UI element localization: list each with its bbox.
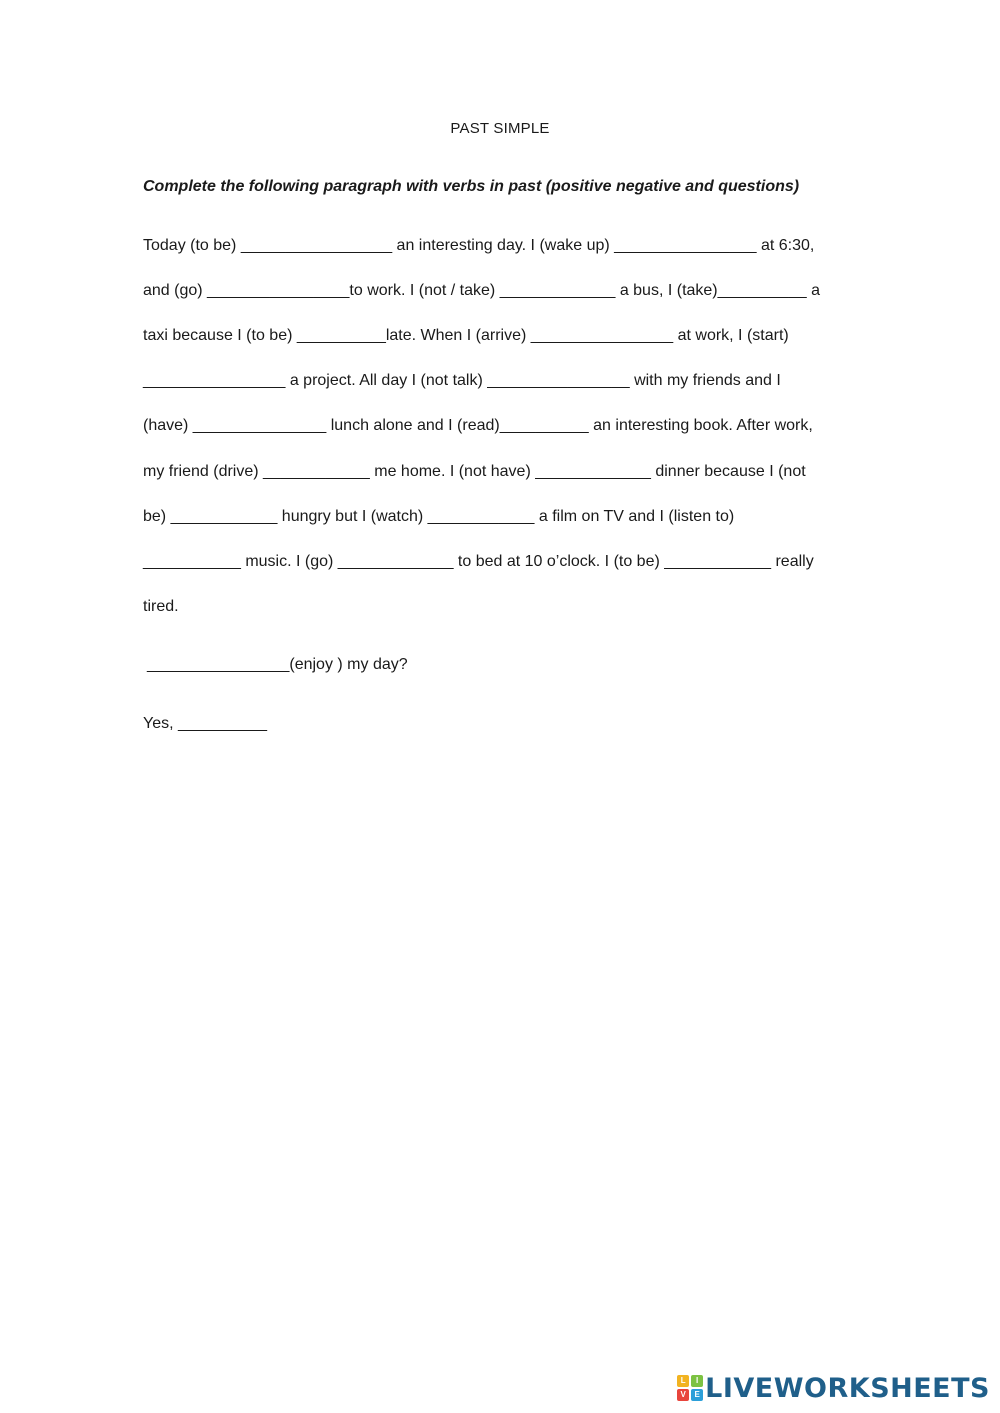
logo-tile: L [677,1375,689,1387]
paragraph-line: ________________ a project. All day I (not talk) ________________ with my friends and I [143,372,781,389]
answer-line: Yes, __________ [143,715,267,732]
paragraph-line: my friend (drive) ____________ me home. I (not have) _____________ dinner because I (not [143,463,806,480]
instruction-text: Complete the following paragraph with verbs in past (positive negative and questions) [143,178,800,195]
paragraph-line: Today (to be) _________________ an interesting day. I (wake up) ________________ at 6:30, [143,237,815,254]
paragraph-line: be) ____________ hungry but I (watch) ____________ a film on TV and I (listen to) [143,508,735,525]
liveworksheets-logo[interactable] [677,1371,990,1405]
question-line: ________________(enjoy ) my day? [147,656,408,673]
logo-tile: V [677,1389,689,1401]
paragraph-line: tired. [143,598,179,615]
paragraph-line: (have) _______________ lunch alone and I (read)__________ an interesting book. After work, [143,417,813,434]
brand-name: LIVEWORKSHEETS [705,1372,990,1404]
paragraph-line: and (go) ________________to work. I (not / take) _____________ a bus, I (take)__________ a [143,282,820,299]
paragraph-line: ___________ music. I (go) _____________ to bed at 10 o’clock. I (to be) ____________ really [143,553,814,570]
logo-mark-icon [677,1375,703,1401]
logo-tile: I [691,1375,703,1387]
logo-tile: E [691,1389,703,1401]
worksheet-title: PAST SIMPLE [450,120,550,137]
paragraph-line: taxi because I (to be) __________late. When I (arrive) ________________ at work, I (start) [143,327,789,344]
